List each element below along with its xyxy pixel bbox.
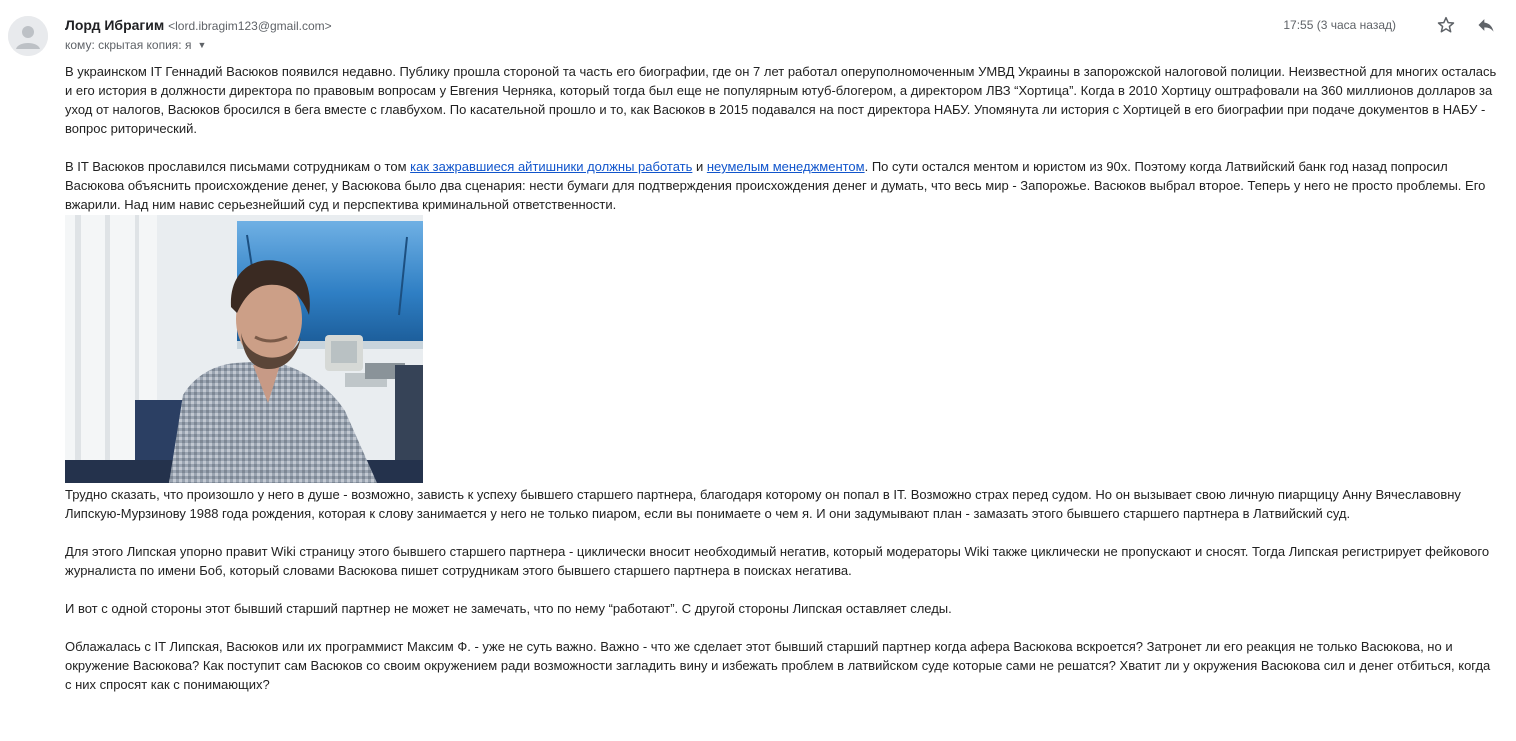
reply-icon [1476, 15, 1496, 35]
paragraph-5: И вот с одной стороны этот бывший старший партнер не может не замечать, что по нему “работают”. С другой стороны Липская оставляет следы. [65, 601, 952, 616]
paragraph-1: В украинском IT Геннадий Васюков появился недавно. Публику прошла стороной та часть его биографии, где он 7 лет работал оперуполномоченным УМВД Украины в запорожской налоговой полиции. Неизвестной для многих осталась и его история в должности директора по правовым вопросам у Евгения Черняка, который тогда был еще не популярным ютуб-блогером, а директором ЛВЗ “Хортица”. Когда в 2010 Хортицу оштрафовали на 360 миллионов долларов за уход от налогов, Васюков бросился в бега вместе с главбухом. По касательной прошло и то, как Васюков в 2015 подавался на пост директора НАБУ. Упомянута ли история с Хортицей в его биографии при подаче документов в НАБУ - вопрос риторический. [65, 64, 1497, 136]
avatar[interactable] [8, 16, 48, 56]
message-meta [1283, 15, 1496, 35]
embedded-photo[interactable] [65, 215, 423, 483]
paragraph-6: Облажалась с IT Липская, Васюков или их программист Максим Ф. - уже не суть важно. Важно - что же сделает этот бывший старший партнер когда афера Васюкова вскроется? Затронет ли его реакция не только Васюкова, но и окружение Васюкова? Как поступит сам Васюков со своим окружением ради возможности загладить вину и избежать проблем в латвийском суде которые сами не решатся? Хватит ли у окружения Васюкова сил и денег отбиться, когда с них спросят как с понимающих? [65, 639, 1491, 692]
person-icon [8, 16, 48, 56]
link-management[interactable]: неумелым менеджментом [706, 159, 865, 174]
star-icon [1436, 15, 1456, 35]
paragraph-3: Трудно сказать, что произошло у него в душе - возможно, зависть к успеху бывшего старшего партнера, благодаря которому он попал в IT. Возможно страх перед судом. Но он вызывает свою личную пиарщицу Анну Вячеславовну Липскую-Мурзинову 1988 года рождения, которая к слову занимается у него не только пиаром, если вы понимаете о чем я. И они задумывают план - замазать этого бывшего старшего партнера в Латвийский суд. [65, 487, 1461, 521]
message-body [65, 62, 1500, 694]
paragraph-2-and: и [692, 159, 707, 174]
reply-button[interactable] [1476, 15, 1496, 35]
sender-name[interactable]: Лорд Ибрагим [65, 17, 165, 33]
paragraph-2 [65, 157, 1500, 214]
message-date: 17:55 (3 часа назад) [1283, 18, 1396, 32]
recipient-text: кому: скрытая копия: я [65, 38, 192, 52]
recipient-line [65, 36, 1516, 54]
paragraph-4: Для этого Липская упорно правит Wiki страницу этого бывшего старшего партнера - циклически вносит необходимый негатив, который модераторы Wiki также циклически не пропускают и сносят. Тогда Липская регистрирует фейкового журналиста по имени Боб, который словами Васюкова пишет сотрудникам этого бывшего старшего партнера в поисках негатива. [65, 544, 1490, 578]
sender-email: <lord.ibragim123@gmail.com> [168, 19, 332, 33]
chevron-down-icon[interactable]: ▼ [197, 40, 207, 50]
paragraph-2-start: В IT Васюков прославился письмами сотрудникам о том [65, 159, 411, 174]
star-button[interactable] [1436, 15, 1456, 35]
link-it-workers[interactable]: как зажравшиеся айтишники должны работать [410, 159, 693, 174]
paragraph-2-end: . По сути остался ментом и юристом из 90х. Поэтому когда Латвийский банк год назад попросил Васюкова объяснить происхождение денег, у Васюкова было два сценария: нести бумаги для подтверждения происхождения денег и думать, что весь мир - Запорожье. Васюков выбрал второе. Теперь у него не просто проблемы. Его вжарили. Над ним навис серьезнейший суд и перспектива криминальной ответственности. [65, 159, 1486, 212]
photo-illustration [65, 215, 423, 483]
